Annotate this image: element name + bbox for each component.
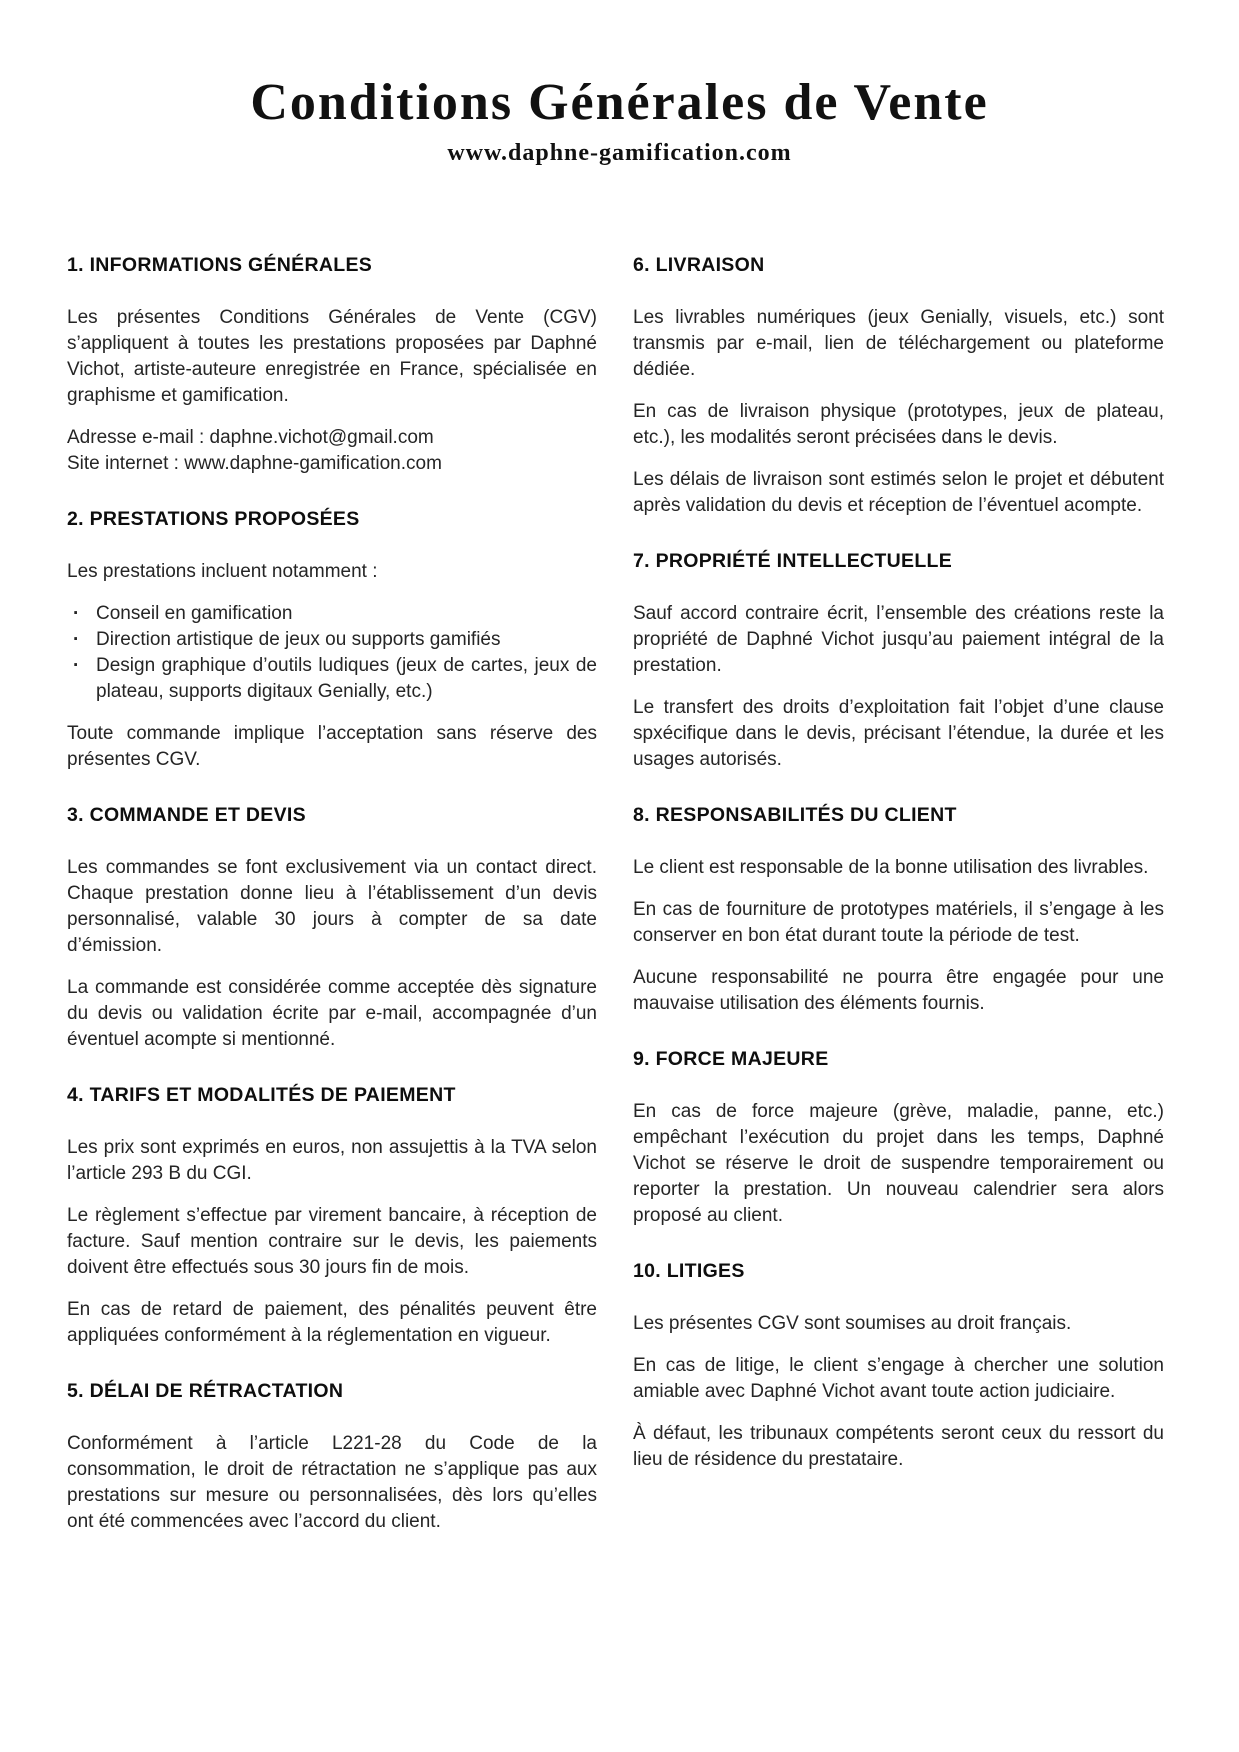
contact-line: Adresse e-mail : daphne.vichot@gmail.com — [67, 427, 434, 448]
section-heading: 7. PROPRIÉTÉ INTELLECTUELLE — [633, 550, 953, 572]
paragraph: En cas de litige, le client s’engage à chercher une solution amiable avec Daphné Vichot avant toute action judiciaire. — [633, 1355, 1164, 1402]
contact-line: Site internet : www.daphne-gamification.com — [67, 453, 442, 474]
bullet-item: · Design graphique d’outils ludiques (jeux de cartes, jeux de plateau, supports digitaux Genially, etc.) — [67, 653, 597, 705]
paragraph: Les présentes Conditions Générales de Vente (CGV) s’appliquent à toutes les prestations proposées par Daphné Vichot, artiste-auteure enregistrée en France, spécialisée en graphisme et gamification. — [67, 307, 597, 406]
site-url: www.daphne-gamification.com — [447, 140, 792, 166]
section-heading: 6. LIVRAISON — [633, 254, 765, 276]
document-header — [0, 0, 1239, 167]
page-title: Conditions Générales de Vente — [250, 74, 989, 131]
section-heading: 5. DÉLAI DE RÉTRACTATION — [67, 1380, 344, 1402]
paragraph: Les délais de livraison sont estimés selon le projet et débutent après validation du devis et réception de l’éventuel acompte. — [633, 469, 1164, 516]
section-tarifs-et-modalites-de-paiement — [67, 1083, 597, 1349]
paragraph: Le transfert des droits d’exploitation fait l’objet d’une clause spxécifique dans le devis, précisant l’étendue, la durée et les usages autorisés. — [633, 697, 1164, 770]
section-propriete-intellectuelle — [633, 549, 1164, 773]
paragraph: À défaut, les tribunaux compétents seront ceux du ressort du lieu de résidence du prestataire. — [633, 1423, 1164, 1470]
section-heading: 9. FORCE MAJEURE — [633, 1048, 829, 1070]
section-heading: 3. COMMANDE ET DEVIS — [67, 804, 306, 826]
section-heading: 2. PRESTATIONS PROPOSÉES — [67, 508, 360, 530]
paragraph: Aucune responsabilité ne pourra être engagée pour une mauvaise utilisation des éléments fournis. — [633, 967, 1164, 1014]
paragraph: Toute commande implique l’acceptation sans réserve des présentes CGV. — [67, 723, 597, 770]
section-heading: 4. TARIFS ET MODALITÉS DE PAIEMENT — [67, 1084, 456, 1106]
paragraph: En cas de retard de paiement, des pénalités peuvent être appliquées conformément à la réglementation en vigueur. — [67, 1299, 597, 1346]
paragraph: Conformément à l’article L221-28 du Code de la consommation, le droit de rétractation ne s’applique pas aux prestations sur mesure ou personnalisées, dès lors qu’elles ont été commencées avec l’accord du client. — [67, 1433, 597, 1532]
paragraph: La commande est considérée comme acceptée dès signature du devis ou validation écrite par e-mail, accompagnée d’un éventuel acompte si mentionné. — [67, 977, 597, 1050]
contact-details — [67, 425, 597, 477]
paragraph: Les livrables numériques (jeux Genially, visuels, etc.) sont transmis par e-mail, lien de téléchargement ou plateforme dédiée. — [633, 307, 1164, 380]
paragraph: Le règlement s’effectue par virement bancaire, à réception de facture. Sauf mention contraire sur le devis, les paiements doivent être effectués sous 30 jours fin de mois. — [67, 1205, 597, 1278]
section-heading: 8. RESPONSABILITÉS DU CLIENT — [633, 804, 957, 826]
right-column — [633, 253, 1164, 1551]
paragraph: Les prix sont exprimés en euros, non assujettis à la TVA selon l’article 293 B du CGI. — [67, 1137, 597, 1184]
paragraph: Les commandes se font exclusivement via un contact direct. Chaque prestation donne lieu à l’établissement d’un devis personnalisé, valable 30 jours à compter de sa date d’émission. — [67, 857, 597, 956]
section-responsabilites-du-client — [633, 803, 1164, 1017]
section-livraison — [633, 253, 1164, 519]
left-column — [67, 253, 597, 1551]
paragraph: En cas de livraison physique (prototypes, jeux de plateau, etc.), les modalités seront précisées dans le devis. — [633, 401, 1164, 448]
section-heading: 10. LITIGES — [633, 1260, 745, 1282]
section-informations-generales — [67, 253, 597, 477]
paragraph: Sauf accord contraire écrit, l’ensemble des créations reste la propriété de Daphné Vichot jusqu’au paiement intégral de la prestation. — [633, 603, 1164, 676]
section-force-majeure — [633, 1047, 1164, 1229]
paragraph: Les présentes CGV sont soumises au droit français. — [633, 1313, 1072, 1334]
bullet-list — [67, 601, 597, 705]
document-body — [0, 253, 1239, 1551]
section-delai-de-retractation — [67, 1379, 597, 1535]
section-prestations-proposees — [67, 507, 597, 773]
paragraph: En cas de force majeure (grève, maladie, panne, etc.) empêchant l’exécution du projet dans les temps, Daphné Vichot se réserve le droit de suspendre temporairement ou reporter la prestation. Un nouveau calendrier sera alors proposé au client. — [633, 1101, 1164, 1226]
paragraph: Le client est responsable de la bonne utilisation des livrables. — [633, 857, 1149, 878]
paragraph: Les prestations incluent notamment : — [67, 561, 378, 582]
bullet-item: · Direction artistique de jeux ou supports gamifiés — [67, 627, 597, 653]
section-heading: 1. INFORMATIONS GÉNÉRALES — [67, 254, 373, 276]
paragraph: En cas de fourniture de prototypes matériels, il s’engage à les conserver en bon état durant toute la période de test. — [633, 899, 1164, 946]
section-litiges — [633, 1259, 1164, 1473]
bullet-item: · Conseil en gamification — [67, 601, 597, 627]
section-commande-et-devis — [67, 803, 597, 1053]
